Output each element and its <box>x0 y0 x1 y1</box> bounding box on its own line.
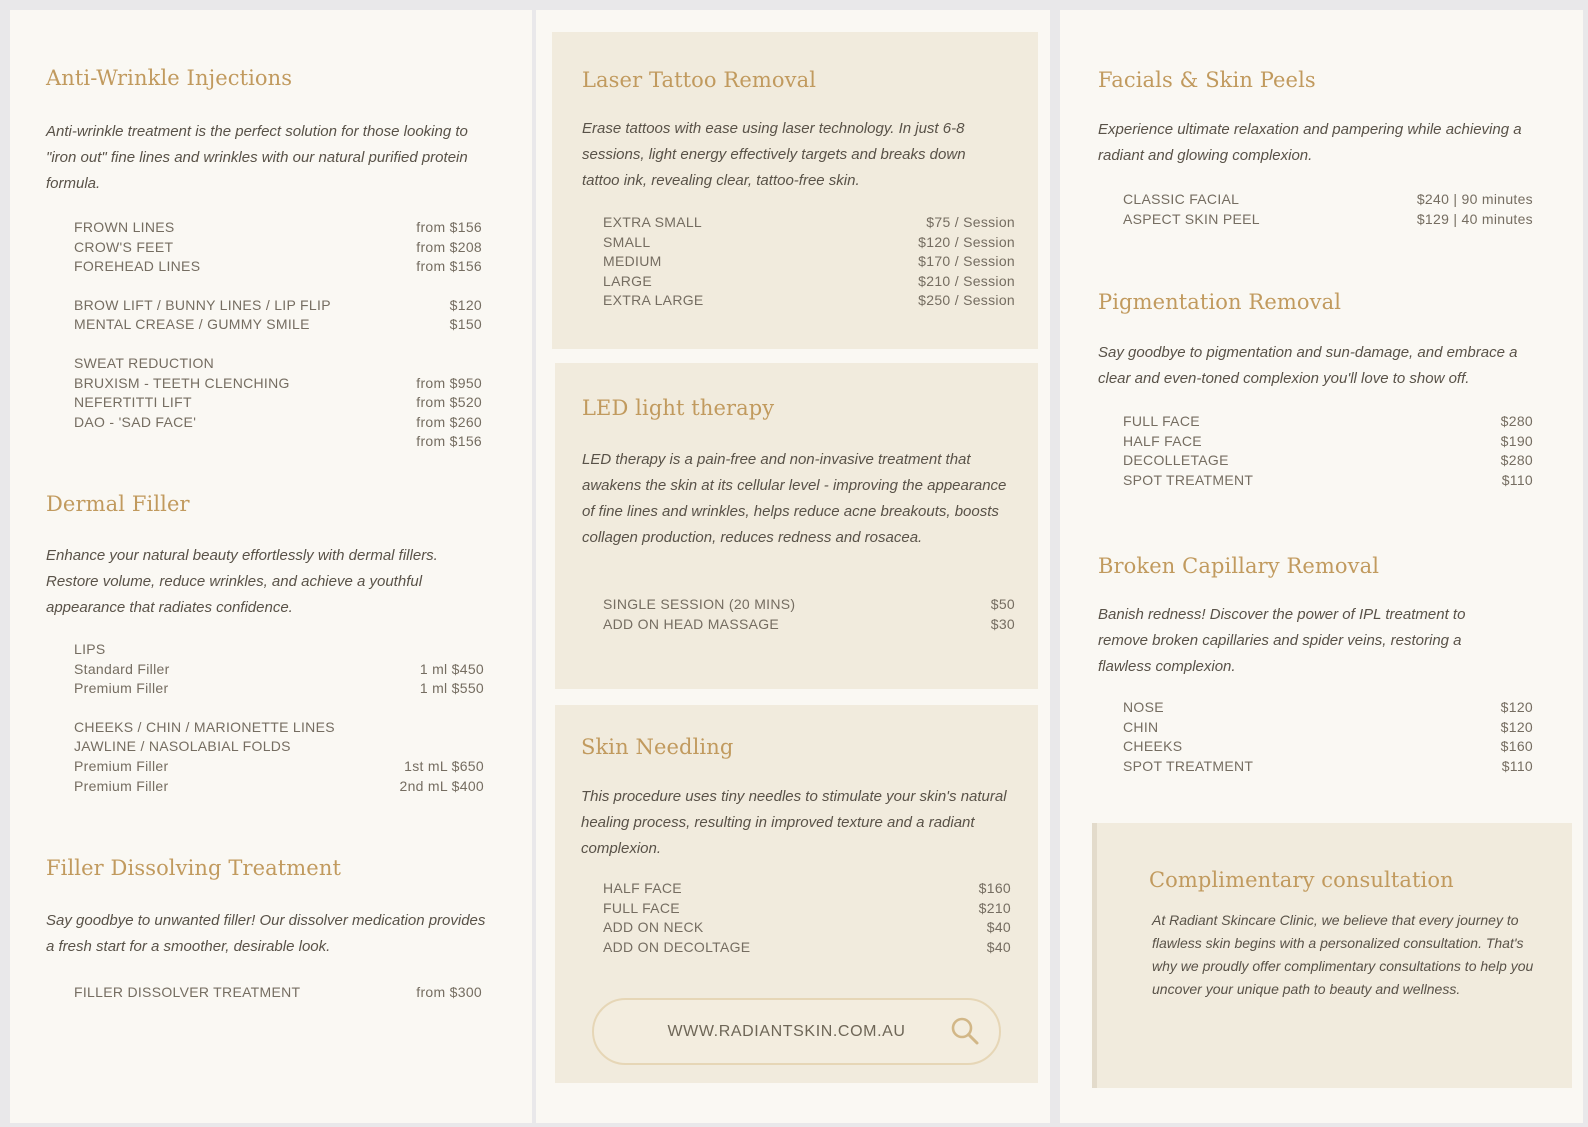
price-row <box>1123 718 1533 738</box>
pigmentation-price-list <box>1123 412 1533 490</box>
price-row <box>603 252 1015 272</box>
treatment-name: Standard Filler <box>74 660 170 677</box>
price-row <box>1123 737 1533 757</box>
website-url[interactable]: WWW.RADIANTSKIN.COM.AU <box>667 1022 906 1040</box>
treatment-name: CLASSIC FACIAL <box>1123 191 1240 207</box>
skin-needling-description: This procedure uses tiny needles to stimulate your skin's natural healing process, resulting in improved texture and a radiant complexion. <box>581 788 1007 857</box>
filler-dissolving-title: Filler Dissolving Treatment <box>46 856 341 880</box>
treatment-name: Premium Filler <box>74 757 169 774</box>
treatment-name: Premium Filler <box>74 680 169 697</box>
facials-description: Experience ultimate relaxation and pampering while achieving a radiant and glowing complexion. <box>1098 121 1522 164</box>
treatment-name: CHIN <box>1123 718 1159 735</box>
treatment-name: SINGLE SESSION (20 MINS) <box>603 596 796 612</box>
treatment-price: $120 <box>1500 699 1533 715</box>
treatment-price: $120 <box>449 296 482 313</box>
treatment-name: NOSE <box>1123 699 1164 715</box>
middle-panel <box>536 10 1050 1123</box>
treatment-name: FOREHEAD LINES <box>74 258 201 275</box>
filler-dissolving-price-list <box>74 983 482 1003</box>
treatment-name: CROW'S FEET <box>74 238 174 255</box>
treatment-price: from $208 <box>416 238 482 255</box>
treatment-price: $40 <box>986 919 1011 936</box>
treatment-name: SWEAT REDUCTION <box>74 354 215 371</box>
treatment-name: CHEEKS / CHIN / MARIONETTE LINES <box>74 718 335 735</box>
treatment-name: BRUXISM - TEETH CLENCHING <box>74 374 290 391</box>
facials-price-list <box>1123 190 1533 229</box>
treatment-price: $160 <box>978 880 1011 896</box>
price-row <box>74 315 482 335</box>
price-row <box>74 432 482 452</box>
consultation-title: Complimentary consultation <box>1149 868 1454 892</box>
price-row <box>603 918 1011 938</box>
treatment-name: ADD ON HEAD MASSAGE <box>603 615 780 632</box>
price-row <box>1123 432 1533 452</box>
treatment-price: $280 <box>1500 452 1533 469</box>
price-row <box>603 615 1015 635</box>
price-row <box>603 213 1015 233</box>
treatment-name: BROW LIFT / BUNNY LINES / LIP FLIP <box>74 296 331 313</box>
treatment-price: from $260 <box>416 413 482 430</box>
price-row <box>74 737 484 757</box>
price-row <box>74 296 482 316</box>
treatment-name: JAWLINE / NASOLABIAL FOLDS <box>74 738 291 755</box>
price-row <box>603 233 1015 253</box>
treatment-name: ASPECT SKIN PEEL <box>1123 210 1260 227</box>
treatment-name: LARGE <box>603 272 652 289</box>
price-row <box>1123 698 1533 718</box>
led-therapy-title: LED light therapy <box>582 396 775 420</box>
treatment-name: FULL FACE <box>603 899 680 916</box>
price-row <box>1123 210 1533 230</box>
right-panel <box>1060 10 1583 1123</box>
consultation-box <box>1092 823 1572 1088</box>
treatment-name: HALF FACE <box>603 880 682 896</box>
pigmentation-title: Pigmentation Removal <box>1098 290 1342 314</box>
treatment-price: 2nd mL $400 <box>399 777 484 794</box>
price-row <box>74 354 482 374</box>
treatment-price: 1 ml $550 <box>419 680 484 697</box>
led-therapy-description: LED therapy is a pain-free and non-invasive treatment that awakens the skin at its cellular level - improving the appearance of fine lines and wrinkles, helps reduce acne breakouts, boosts collagen production, reduces redness and rosacea. <box>582 451 1007 546</box>
treatment-name: CHEEKS <box>1123 738 1183 755</box>
treatment-name: NEFERTITTI LIFT <box>74 394 192 411</box>
treatment-price: $120 / Session <box>918 233 1015 250</box>
price-row <box>603 595 1015 615</box>
broken-capillary-description: Banish redness! Discover the power of IPL treatment to remove broken capillaries and spider veins, restoring a flawless complexion. <box>1098 606 1466 675</box>
treatment-name: HALF FACE <box>1123 432 1202 449</box>
treatment-price: $250 / Session <box>918 292 1015 309</box>
anti-wrinkle-title: Anti-Wrinkle Injections <box>46 66 293 90</box>
price-row <box>74 757 484 777</box>
dermal-filler-title: Dermal Filler <box>46 492 190 516</box>
treatment-price: $210 / Session <box>918 272 1015 289</box>
treatment-price: $280 <box>1500 413 1533 429</box>
treatment-price: $40 <box>986 938 1011 955</box>
price-row <box>74 777 484 797</box>
price-row <box>603 272 1015 292</box>
price-row <box>1123 471 1533 491</box>
treatment-price: from $300 <box>416 984 482 1000</box>
led-therapy-box <box>555 363 1038 689</box>
led-therapy-price-list <box>603 595 1015 634</box>
treatment-name: FULL FACE <box>1123 413 1200 429</box>
filler-dissolving-description: Say goodbye to unwanted filler! Our dissolver medication provides a fresh start for a smoother, desirable look. <box>46 912 486 955</box>
treatment-price: from $950 <box>416 374 482 391</box>
price-row <box>603 899 1011 919</box>
treatment-price: $210 <box>978 899 1011 916</box>
treatment-name: MENTAL CREASE / GUMMY SMILE <box>74 316 310 333</box>
treatment-name: EXTRA LARGE <box>603 292 704 309</box>
skin-needling-title: Skin Needling <box>581 735 734 759</box>
treatment-price: $240 | 90 minutes <box>1416 191 1533 207</box>
treatment-name: SMALL <box>603 233 651 250</box>
anti-wrinkle-price-list <box>74 218 482 452</box>
treatment-name: ADD ON DECOLTAGE <box>603 938 751 955</box>
price-row <box>74 218 482 238</box>
price-row <box>1123 190 1533 210</box>
treatment-price: from $520 <box>416 394 482 411</box>
price-row <box>74 640 484 660</box>
treatment-price: $190 <box>1500 432 1533 449</box>
treatment-price: $110 <box>1501 757 1533 774</box>
price-row <box>603 879 1011 899</box>
price-row <box>74 257 482 277</box>
treatment-price: $120 <box>1500 718 1533 735</box>
price-row <box>74 718 484 738</box>
price-row <box>1123 412 1533 432</box>
treatment-price: $170 / Session <box>918 253 1015 270</box>
treatment-price: $50 <box>990 596 1015 612</box>
treatment-name: MEDIUM <box>603 253 662 270</box>
broken-capillary-price-list <box>1123 698 1533 776</box>
treatment-price: 1 ml $450 <box>419 660 484 677</box>
anti-wrinkle-description: Anti-wrinkle treatment is the perfect solution for those looking to "iron out" fine lines and wrinkles with our natural purified protein formula. <box>46 123 468 192</box>
price-row <box>603 938 1011 958</box>
price-row <box>1123 757 1533 777</box>
laser-tattoo-box <box>552 32 1038 349</box>
treatment-name: EXTRA SMALL <box>603 214 703 230</box>
treatment-price: from $156 <box>416 258 482 275</box>
treatment-name: Premium Filler <box>74 777 169 794</box>
treatment-price: from $156 <box>416 219 482 235</box>
treatment-price: 1st mL $650 <box>404 757 484 774</box>
price-row <box>74 393 482 413</box>
treatment-name: DECOLLETAGE <box>1123 452 1229 469</box>
price-row <box>74 679 484 699</box>
price-row <box>74 238 482 258</box>
search-icon[interactable] <box>949 1015 981 1047</box>
laser-tattoo-price-list <box>603 213 1015 311</box>
treatment-name: FILLER DISSOLVER TREATMENT <box>74 984 301 1000</box>
treatment-name: ADD ON NECK <box>603 919 704 936</box>
price-row <box>74 660 484 680</box>
treatment-price: $30 <box>990 615 1015 632</box>
price-row <box>74 413 482 433</box>
price-row <box>603 291 1015 311</box>
consultation-description: At Radiant Skincare Clinic, we believe that every journey to flawless skin begins with a personalized consultation. That's why we proudly offer complimentary consultations to help you uncover your unique path to beauty and wellness. <box>1152 912 1534 997</box>
dermal-filler-price-list <box>74 640 484 796</box>
treatment-name: SPOT TREATMENT <box>1123 471 1254 488</box>
treatment-name: DAO - 'SAD FACE' <box>74 413 197 430</box>
broken-capillary-title: Broken Capillary Removal <box>1098 554 1380 578</box>
skin-needling-box <box>555 705 1038 1083</box>
treatment-name: LIPS <box>74 641 106 657</box>
treatment-name: FROWN LINES <box>74 219 175 235</box>
treatment-price: $75 / Session <box>926 214 1015 230</box>
left-panel <box>10 10 532 1123</box>
treatment-price: from $156 <box>416 433 482 450</box>
laser-tattoo-title: Laser Tattoo Removal <box>582 68 817 92</box>
treatment-price: $129 | 40 minutes <box>1416 210 1533 227</box>
treatment-price: $160 <box>1500 738 1533 755</box>
treatment-price: $110 <box>1501 471 1533 488</box>
price-row <box>1123 451 1533 471</box>
facials-title: Facials & Skin Peels <box>1098 68 1316 92</box>
treatment-name: SPOT TREATMENT <box>1123 757 1254 774</box>
pigmentation-description: Say goodbye to pigmentation and sun-damage, and embrace a clear and even-toned complexion you'll love to show off. <box>1098 344 1518 387</box>
laser-tattoo-description: Erase tattoos with ease using laser technology. In just 6-8 sessions, light energy effectively targets and breaks down tattoo ink, revealing clear, tattoo-free skin. <box>582 120 966 189</box>
price-row <box>74 983 482 1003</box>
price-row <box>74 374 482 394</box>
website-search-bar[interactable] <box>592 998 1001 1065</box>
dermal-filler-description: Enhance your natural beauty effortlessly with dermal fillers. Restore volume, reduce wrinkles, and achieve a youthful appearance that radiates confidence. <box>46 547 438 616</box>
treatment-price: $150 <box>449 316 482 333</box>
skin-needling-price-list <box>603 879 1011 957</box>
